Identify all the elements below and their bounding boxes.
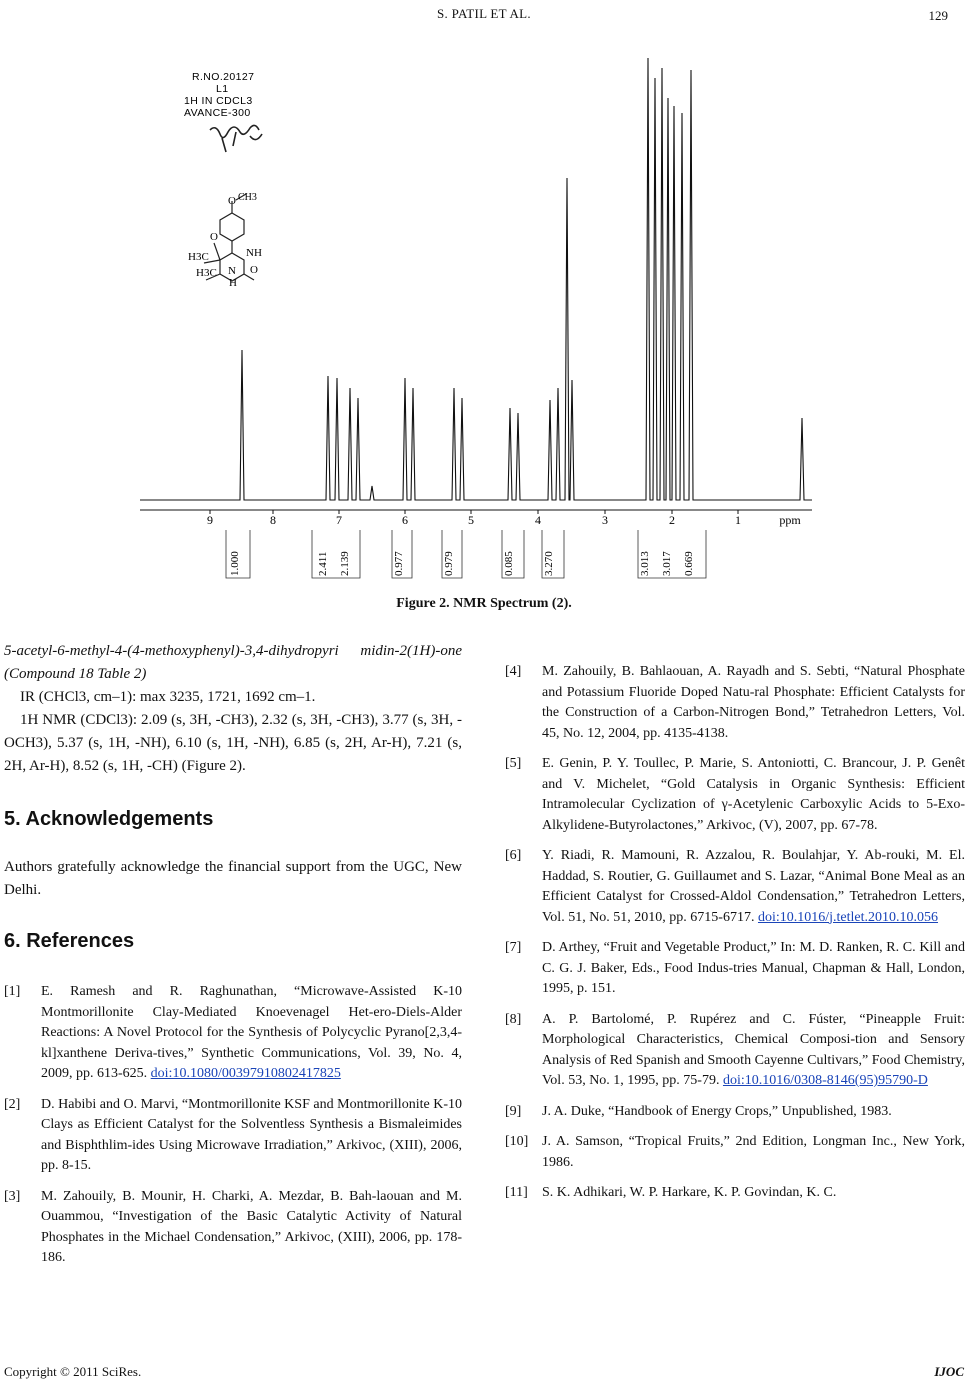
structure-labels xyxy=(188,192,262,289)
ack-heading: 5. Acknowledgements xyxy=(4,808,214,830)
axis-tick-label: 6 xyxy=(402,513,408,527)
reference-number: [6] xyxy=(505,848,522,863)
compound-description xyxy=(4,640,462,778)
meta-line: L1 xyxy=(216,83,229,95)
structure-label: H3C xyxy=(196,267,217,279)
axis-tick-label: 5 xyxy=(468,513,474,527)
structure-label: O xyxy=(210,231,218,243)
handwritten-annotation xyxy=(210,125,262,152)
axis-tick-label: ppm xyxy=(779,513,801,527)
reference-item xyxy=(505,754,965,836)
integral-labels xyxy=(226,530,706,578)
axis-tick-label: 4 xyxy=(535,513,541,527)
nmr-data: 1H NMR (CDCl3): 2.09 (s, 3H, -CH3), 2.32 (s, 3H, -CH3), 3.77 (s, 3H, -OCH3), 5.37 (s, 1H, -NH), 6.10 (s, 1H, -NH), 6.85 (s, 2H, Ar-H), 7.21 (s, 2H, Ar-H), 8.52 (s, 1H, -CH) (Figure 2). xyxy=(4,712,462,774)
reference-text: D. Arthey, “Fruit and Vegetable Product,” In: M. D. Ranken, R. C. Kill and C. G. J. Baker, Eds., Food Indus-tries Manual, Chapman & Hall, London, 1995, p. 151. xyxy=(542,940,965,996)
running-title: S. PATIL ET AL. xyxy=(437,6,531,21)
reference-number: [10] xyxy=(505,1134,529,1149)
axis-tick-label: 2 xyxy=(669,513,675,527)
reference-text: D. Habibi and O. Marvi, “Montmorillonite KSF and Montmorillonite K-10 Clays as Efficient Catalyst for the Solventless Synthesis a Bismaleimides and Bisphthlim-ides Using Microwave Irradiation,” Arkivoc, (XIII), 2006, pp. 8-15. xyxy=(41,1096,462,1173)
ack-text: Authors gratefully acknowledge the financial support from the UGC, New Delhi. xyxy=(4,859,462,898)
reference-item xyxy=(4,1095,462,1177)
reference-text: M. Zahouily, B. Bahlaouan, A. Rayadh and S. Sebti, “Natural Phosphate and Potassium Fluoride Doped Natu-ral Phosphate: Efficient Catalysts for the Construction of a Carbon-Nitrogen Bond,” Tetrahedron Letters, Vol. 45, No. 12, 2004, pp. 4135-4138. xyxy=(542,664,965,741)
reference-item xyxy=(4,982,462,1085)
reference-text: E. Ramesh and R. Raghunathan, “Microwave-Assisted K-10 Montmorillonite Clay-Mediated Knoevenagel Het-ero-Diels-Alder Reactions: A Novel Protocol for the Synthesis of Polycyclic Pyrano[2,3,4-kl]xanthene Deriva-tives,” Synthetic Communications, Vol. 39, No. 4, 2009, pp. 613-625. xyxy=(41,984,462,1081)
reference-doi-link[interactable]: doi:10.1016/0308-8146(95)95790-D xyxy=(722,1073,928,1088)
integral-value: 0.977 xyxy=(393,551,405,576)
spectrum-meta xyxy=(184,71,254,119)
reference-item xyxy=(505,662,965,744)
spectrum-trace xyxy=(140,58,812,500)
integral-value: 3.270 xyxy=(543,551,555,576)
reference-text: J. A. Duke, “Handbook of Energy Crops,” Unpublished, 1983. xyxy=(542,1103,892,1119)
axis-tick-label: 1 xyxy=(735,513,741,527)
reference-number: [1] xyxy=(4,984,21,999)
integral-value: 0.669 xyxy=(683,551,695,576)
axis-tick-label: 3 xyxy=(602,513,608,527)
structure-label: N xyxy=(228,265,236,277)
reference-text: E. Genin, P. Y. Toullec, P. Marie, S. Antoniotti, C. Brancour, J. P. Genêt and V. Michelet, “Gold Catalysis in Organic Synthesis: Efficient Intramolecular Cyclization of γ-Acetylenic Carboxylic Acids to 5-Exo-Alkylidene-Butyrolactones,” Arkivoc, (V), 2007, pp. 67-78. xyxy=(542,756,965,833)
reference-number: [2] xyxy=(4,1096,21,1112)
axis-tick-label: 9 xyxy=(207,513,213,527)
reference-item xyxy=(505,1102,965,1123)
reference-text: A. P. Bartolomé, P. Rupérez and C. Fúster, “Pineapple Fruit: Morphological Characteristics, Chemical Composi-tion and Sensory Analysis of Red Spanish and Smooth Cayenne Cultivars,” Food Chemistry, Vol. 53, No. 1, 1995, pp. 75-79. xyxy=(542,1011,965,1088)
axis-ticks xyxy=(207,510,801,527)
reference-text: S. K. Adhikari, W. P. Harkare, K. P. Govindan, K. C. xyxy=(542,1185,837,1200)
reference-text: J. A. Samson, “Tropical Fruits,” 2nd Edition, Longman Inc., New York, 1986. xyxy=(542,1134,965,1170)
structure-label: O xyxy=(228,195,236,207)
nmr-spectrum xyxy=(140,58,830,588)
reference-doi-link[interactable]: doi:10.1016/j.tetlet.2010.10.056 xyxy=(757,909,939,925)
structure-label: H xyxy=(229,277,237,289)
meta-line: AVANCE-300 xyxy=(184,107,251,119)
integral-value: 0.979 xyxy=(443,551,455,576)
reference-item xyxy=(505,1183,965,1204)
ir-data: IR (CHCl3, cm–1): max 3235, 1721, 1692 cm–1. xyxy=(20,689,316,705)
integral-value: 3.013 xyxy=(639,551,651,576)
reference-number: [8] xyxy=(505,1011,522,1027)
copyright-notice: Copyright © 2011 SciRes. xyxy=(4,1364,142,1379)
reference-number: [11] xyxy=(505,1185,528,1200)
references-heading: 6. References xyxy=(4,930,135,952)
references-right xyxy=(505,662,965,1214)
integral-value: 2.411 xyxy=(317,551,329,576)
meta-line: R.NO.20127 xyxy=(192,71,255,83)
nmr-figure xyxy=(140,58,830,588)
integral-value: 0.085 xyxy=(503,551,515,576)
reference-text: Y. Riadi, R. Mamouni, R. Azzalou, R. Boulahjar, Y. Ab-rouki, M. El. Haddad, S. Routier, G. Guillaumet and S. Lazar, “Animal Bone Meal as an Efficient Catalyst for Crossed-Aldol Condensation,” Tetrahedron Letters, Vol. 51, No. 51, 2010, pp. 6715-6717. xyxy=(542,848,965,925)
reference-item xyxy=(505,1132,965,1173)
structure-label: O xyxy=(250,264,258,276)
compound-name: 5-acetyl-6-methyl-4-(4-methoxyphenyl)-3,4-dihydropyri midin-2(1H)-one (Compound 18 Table 2) xyxy=(4,643,462,682)
figure-caption: Figure 2. NMR Spectrum (2). xyxy=(396,596,572,611)
reference-text: M. Zahouily, B. Mounir, H. Charki, A. Mezdar, B. Bah-laouan and M. Ouammou, “Investigation of the Basic Catalytic Activity of Natural Phosphates in the Michael Condensation,” Arkivoc, (XIII), 2006, pp. 178-186. xyxy=(41,1188,462,1265)
reference-item xyxy=(505,938,965,1000)
integral-brackets xyxy=(226,530,706,578)
reference-number: [3] xyxy=(4,1188,21,1204)
integral-value: 3.017 xyxy=(661,551,673,576)
axis-tick-label: 8 xyxy=(270,513,276,527)
integral-value: 1.000 xyxy=(229,551,241,576)
reference-item xyxy=(505,1010,965,1092)
reference-item xyxy=(4,1187,462,1269)
structure-label: CH3 xyxy=(238,192,257,203)
meta-line: 1H IN CDCL3 xyxy=(184,95,253,107)
journal-name: IJOC xyxy=(934,1364,964,1379)
references-left xyxy=(4,982,462,1279)
reference-number: [5] xyxy=(505,756,522,771)
reference-number: [7] xyxy=(505,940,522,955)
page-number: 129 xyxy=(928,8,948,23)
structure-label: H3C xyxy=(188,251,209,263)
structure-label: NH xyxy=(246,247,262,259)
integral-value: 2.139 xyxy=(339,551,351,576)
reference-item xyxy=(505,846,965,928)
axis-tick-label: 7 xyxy=(336,513,342,527)
reference-number: [9] xyxy=(505,1103,522,1119)
reference-doi-link[interactable]: doi:10.1080/00397910802417825 xyxy=(150,1066,341,1081)
reference-number: [4] xyxy=(505,664,522,679)
